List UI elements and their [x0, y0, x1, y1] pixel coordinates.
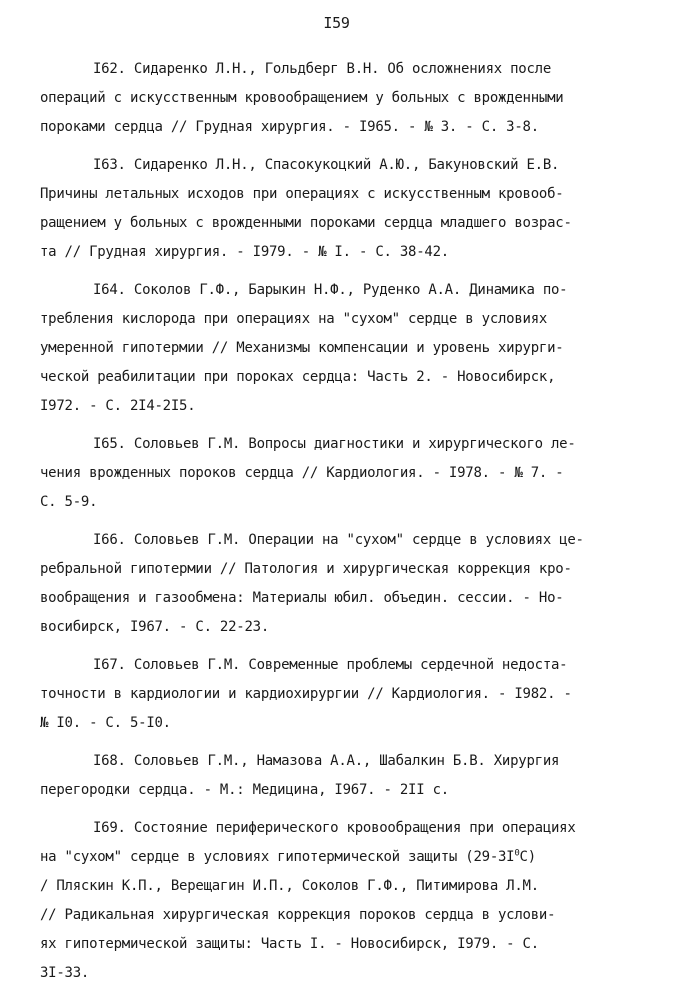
- bibliography-list: [40, 55, 640, 997]
- entry-line: I64. Соколов Г.Ф., Барыкин Н.Ф., Руденко А.А. Динамика по-: [93, 282, 568, 298]
- entry-line: I67. Соловьев Г.М. Современные проблемы сердечной недоста-: [93, 657, 568, 673]
- entry-line: ческой реабилитации при пороках сердца: Часть 2. - Новосибирск,: [40, 369, 556, 385]
- entry-line: // Радикальная хирургическая коррекция пороков сердца в услови-: [40, 907, 556, 923]
- entry-line: / Пляскин К.П., Верещагин И.П., Соколов Г.Ф., Питимирова Л.М.: [40, 878, 539, 894]
- bibliography-entry-169: [40, 814, 640, 988]
- bibliography-entry-167: [40, 651, 640, 738]
- entry-line: I68. Соловьев Г.М., Намазова А.А., Шабалкин Б.В. Хирургия: [93, 753, 560, 769]
- entry-line: восибирск, I967. - С. 22-23.: [40, 619, 270, 635]
- entry-line: перегородки сердца. - М.: Медицина, I967. - 2II с.: [40, 782, 449, 798]
- entry-line: [40, 843, 640, 872]
- entry-line: I63. Сидаренко Л.Н., Спасокукоцкий А.Ю., Бакуновский Е.В.: [93, 157, 560, 173]
- entry-line-text: на "сухом" сердце в условиях гипотермической защиты (29-3I: [40, 849, 515, 865]
- bibliography-entry-168: [40, 747, 640, 805]
- entry-line: I66. Соловьев Г.М. Операции на "сухом" сердце в условиях це-: [93, 532, 584, 548]
- bibliography-entry-166: [40, 526, 640, 642]
- entry-line-tail: С): [519, 849, 536, 865]
- entry-line: ребральной гипотермии // Патология и хирургическая коррекция кро-: [40, 561, 572, 577]
- entry-line: точности в кардиологии и кардиохирургии // Кардиология. - I982. -: [40, 686, 572, 702]
- entry-line: I69. Состояние периферического кровообращения при операциях: [93, 820, 576, 836]
- entry-line: умеренной гипотермии // Механизмы компенсации и уровень хирурги-: [40, 340, 564, 356]
- page-number: I59: [323, 14, 350, 32]
- degree-superscript: 0: [514, 848, 520, 859]
- entry-line: ращением у больных с врожденными пороками сердца младшего возрас-: [40, 215, 572, 231]
- entry-line: I65. Соловьев Г.М. Вопросы диагностики и хирургического ле-: [93, 436, 576, 452]
- entry-line: С. 5-9.: [40, 494, 98, 510]
- entry-line: та // Грудная хирургия. - I979. - № I. - С. 38-42.: [40, 244, 449, 260]
- entry-line: Причины летальных исходов при операциях с искусственным кровооб-: [40, 186, 564, 202]
- entry-line: I972. - С. 2I4-2I5.: [40, 398, 196, 414]
- entry-line: I62. Сидаренко Л.Н., Гольдберг В.Н. Об осложнениях после: [93, 61, 552, 77]
- entry-line: чения врожденных пороков сердца // Кардиология. - I978. - № 7. -: [40, 465, 564, 481]
- bibliography-entry-165: [40, 430, 640, 517]
- bibliography-entry-163: [40, 151, 640, 267]
- bibliography-entry-162: [40, 55, 640, 142]
- entry-line: № I0. - С. 5-I0.: [40, 715, 171, 731]
- entry-line: вообращения и газообмена: Материалы юбил. объедин. сессии. - Но-: [40, 590, 564, 606]
- entry-line: 3I-33.: [40, 965, 90, 981]
- entry-line: требления кислорода при операциях на "сухом" сердце в условиях: [40, 311, 548, 327]
- entry-line: операций с искусственным кровообращением у больных с врожденными: [40, 90, 564, 106]
- entry-line: ях гипотермической защиты: Часть I. - Новосибирск, I979. - С.: [40, 936, 539, 952]
- bibliography-entry-164: [40, 276, 640, 421]
- entry-line: пороками сердца // Грудная хирургия. - I965. - № 3. - С. 3-8.: [40, 119, 539, 135]
